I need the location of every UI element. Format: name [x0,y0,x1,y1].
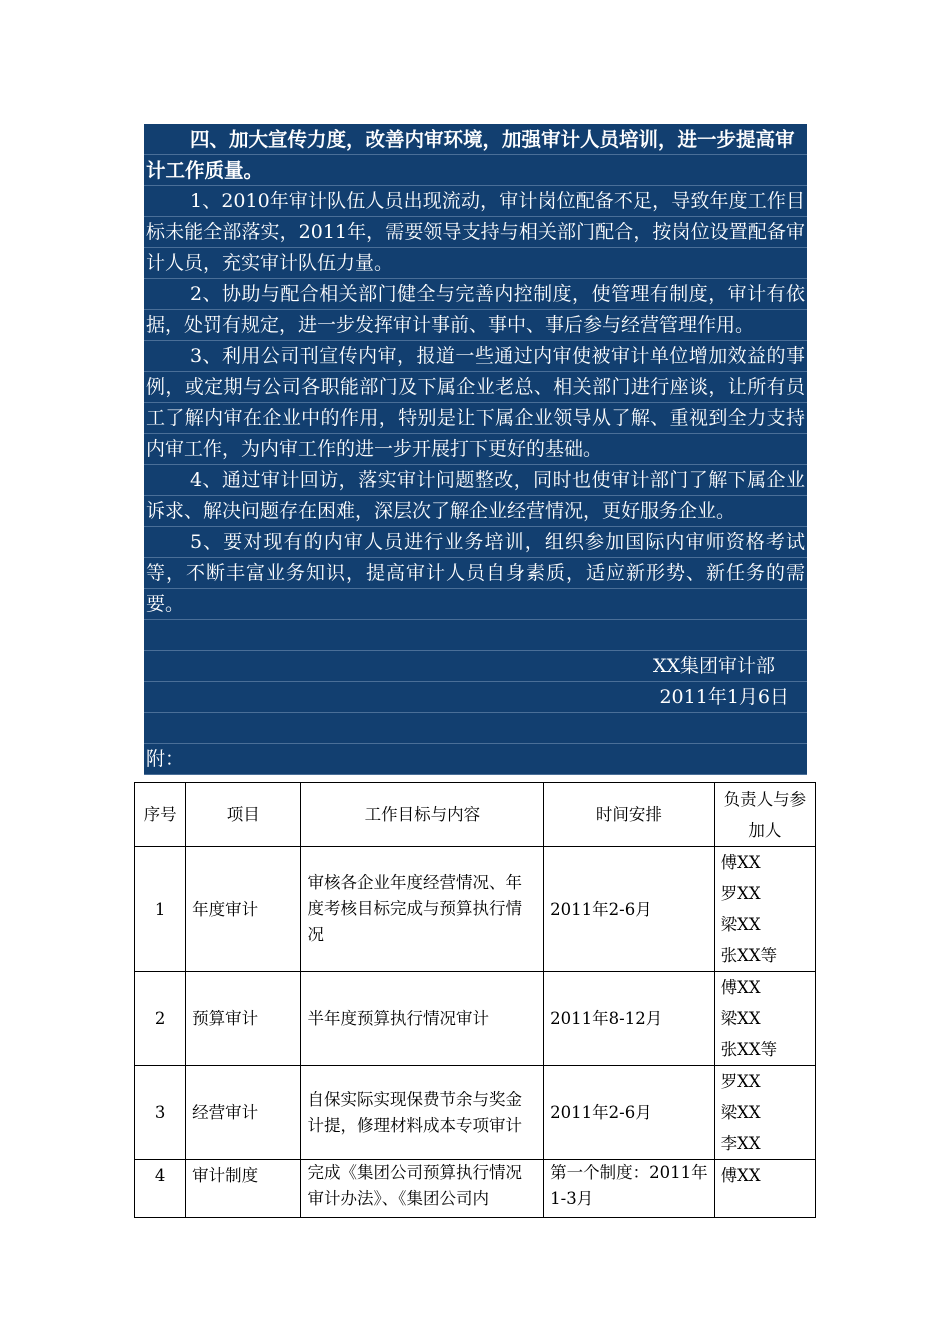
row-item: 经营审计 [186,1066,301,1160]
row-num: 4 [135,1160,186,1218]
row-item: 审计制度 [186,1160,301,1218]
owner-name: 傅XX [720,853,761,872]
paragraph-5: 5、要对现有的内审人员进行业务培训，组织参加国际内审师资格考试等，不断丰富业务知识，提高审计人员自身素质，适应新形势、新任务的需要。 [146,531,805,615]
attachment-label: 附： [146,748,185,770]
row-num: 2 [135,972,186,1066]
signature-org: XX集团审计部 [652,655,775,677]
row-item: 年度审计 [186,847,301,972]
owner-name: 张XX等 [720,1040,778,1059]
header-num: 序号 [135,783,186,847]
header-owner: 负责人与参加人 [714,783,815,847]
owner-name: 罗XX [720,884,761,903]
spacer [144,713,807,744]
row-goal: 审核各企业年度经营情况、年度考核目标完成与预算执行情况 [301,847,544,972]
signature-date: 2011年1月6日 [659,686,789,708]
table-row [135,1066,816,1160]
table-title: 2011年度内部审计工作计划表 [346,779,605,801]
table-row [135,972,816,1066]
row-item: 预算审计 [186,972,301,1066]
header-item: 项目 [186,783,301,847]
row-num: 1 [135,847,186,972]
paragraph-4: 4、通过审计回访，落实审计问题整改，同时也使审计部门了解下属企业诉求、解决问题存在困难，深层次了解企业经营情况，更好服务企业。 [146,469,805,522]
row-time: 2011年2-6月 [544,847,715,972]
owner-name: 李XX [720,1134,761,1153]
owner-name: 梁XX [720,1009,761,1028]
report-section [144,124,807,801]
row-time: 第一个制度：2011年1-3月 [544,1160,715,1218]
owner-name: 傅XX [720,1166,761,1185]
row-goal: 自保实际实现保费节余与奖金计提，修理材料成本专项审计 [301,1066,544,1160]
row-goal: 半年度预算执行情况审计 [301,972,544,1066]
table-row [135,847,816,972]
owner-name: 罗XX [720,1072,761,1091]
owner-name: 傅XX [720,978,761,997]
row-owners [714,972,815,1066]
table-row [135,1160,816,1218]
audit-plan-table [134,782,816,1218]
row-owners [714,847,815,972]
row-goal: 完成《集团公司预算执行情况审计办法》、《集团公司内 [301,1160,544,1218]
table-header-row [135,783,816,847]
row-time: 2011年2-6月 [544,1066,715,1160]
row-time: 2011年8-12月 [544,972,715,1066]
row-owners [714,1066,815,1160]
owner-name: 梁XX [720,915,761,934]
header-time: 时间安排 [544,783,715,847]
owner-name: 张XX等 [720,946,778,965]
paragraph-1: 1、2010年审计队伍人员出现流动，审计岗位配备不足，导致年度工作目标未能全部落实，2011年，需要领导支持与相关部门配合，按岗位设置配备审计人员，充实审计队伍力量。 [146,190,805,274]
section-heading: 四、加大宣传力度，改善内审环境，加强审计人员培训，进一步提高审计工作质量。 [146,128,795,182]
row-num: 3 [135,1066,186,1160]
paragraph-2: 2、协助与配合相关部门健全与完善内控制度，使管理有制度，审计有依据，处罚有规定，进一步发挥审计事前、事中、事后参与经营管理作用。 [146,283,805,336]
paragraph-3: 3、利用公司刊宣传内审，报道一些通过内审使被审计单位增加效益的事例，或定期与公司各职能部门及下属企业老总、相关部门进行座谈，让所有员工了解内审在企业中的作用，特别是让下属企业领导从了解、重视到全力支持内审工作，为内审工作的进一步开展打下更好的基础。 [146,345,805,460]
owner-name: 梁XX [720,1103,761,1122]
spacer [144,620,807,651]
header-goal: 工作目标与内容 [301,783,544,847]
row-owners [714,1160,815,1218]
